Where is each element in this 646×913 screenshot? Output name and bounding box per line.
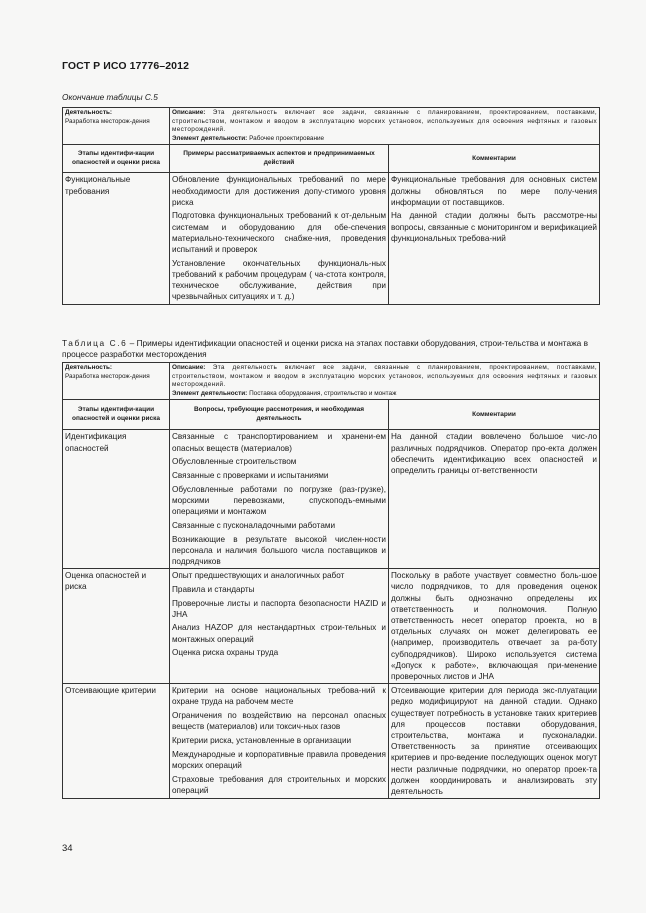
stage-cell: Идентификация опасностей bbox=[63, 430, 170, 569]
table2-element-label: Элемент деятельности: bbox=[172, 389, 248, 397]
table2-header-issues: Вопросы, требующие рассмотрения, и необходимая деятельность bbox=[170, 400, 389, 430]
table1-element-value: Рабочее проектирование bbox=[249, 134, 325, 142]
list-item: Опыт предшествующих и аналогичных работ bbox=[172, 571, 345, 581]
table2-activity-row bbox=[63, 363, 600, 400]
list-item: Возникающие в результате высокой числен-ности персонала и наличия большого числа поставщиков и подрядчиков bbox=[172, 534, 386, 566]
table1-caption: Окончание таблицы С.5 bbox=[62, 92, 158, 102]
table2-header-comments: Комментарии bbox=[389, 400, 600, 430]
list-item: Обусловленные работами по погрузке (раз-грузке), морскими перевозками, спускоподъ-емными операциями и монтажом bbox=[172, 484, 386, 517]
comment-paragraph: На данной стадии должны быть рассмотре-ны вопросы, связанные с мониторингом и верификацией функциональных требова-ний bbox=[391, 211, 598, 243]
table2-header-stage: Этапы идентифи-кации опасностей и оценки риска bbox=[63, 400, 170, 430]
comments-cell bbox=[389, 684, 600, 799]
comments-cell bbox=[389, 569, 600, 684]
table2-description-cell bbox=[170, 363, 600, 400]
table-c5-end bbox=[62, 107, 600, 305]
list-item: Критерии риска, установленные в организации bbox=[172, 735, 352, 745]
page-number: 34 bbox=[62, 843, 73, 854]
list-item: Обновление функциональных требований по мере необходимости для достижения допу-стимого уровня риска bbox=[172, 175, 386, 207]
comment-paragraph: Функциональные требования для основных систем должны обновляться по мере полу-чения информации от поставщиков. bbox=[391, 175, 598, 207]
table-row bbox=[63, 430, 600, 569]
table1-header-stage: Этапы идентифи-кации опасностей и оценки риска bbox=[63, 145, 170, 173]
table-row bbox=[63, 569, 600, 684]
table2-description-label: Описание: bbox=[172, 364, 206, 371]
table1-header-aspects: Примеры рассматриваемых аспектов и предпринимаемых действий bbox=[170, 145, 389, 173]
table1-header-row bbox=[63, 145, 600, 173]
list-item: Установление окончательных функциональ-ных требований к рабочим процедурам ( ча-стота контроля, техническое обслуживание, действия при чрезвычайных ситуациях и т. д.) bbox=[172, 258, 386, 302]
table2-activity-label: Деятельность: bbox=[65, 364, 113, 371]
list-item: Международные и корпоративные правила проведения морских операций bbox=[172, 749, 386, 770]
table-row bbox=[63, 173, 600, 304]
list-item: Связанные с пусконаладочными работами bbox=[172, 520, 336, 530]
list-item: Ограничения по воздействию на персонал опасных веществ (материалов) или токсич-ных газов bbox=[172, 711, 386, 732]
table2-element-value: Поставка оборудования, строительство и монтаж bbox=[249, 389, 397, 397]
list-item: Связанные с проверками и испытаниями bbox=[172, 470, 329, 480]
table1-activity-label: Деятельность: bbox=[65, 109, 113, 116]
table1-description-text: Эта деятельность включает все задачи, связанные с планированием, проектированием, поставками, строительством, монтажом и вводом в эксплуатацию морских установок, используемых для освоения нефтяных и газовых месторождений. bbox=[172, 109, 598, 134]
items-cell bbox=[170, 430, 389, 569]
table2-header-row bbox=[63, 400, 600, 430]
stage-cell: Функциональные требования bbox=[63, 173, 170, 304]
list-item: Правила и стандарты bbox=[172, 584, 255, 594]
table1-description-label: Описание: bbox=[172, 109, 206, 116]
comment-paragraph: На данной стадии вовлечено большое чис-ло различных подрядчиков. Оператор про-екта должен обеспечить идентификацию всех опасностей и определить границы от-ветственности bbox=[391, 432, 598, 475]
table2-activity-cell bbox=[63, 363, 170, 400]
stage-cell: Оценка опасностей и риска bbox=[63, 569, 170, 684]
table1-element-label: Элемент деятельности: bbox=[172, 134, 248, 142]
table1-activity-cell bbox=[63, 108, 170, 145]
table1-activity-value: Разработка месторож-дения bbox=[65, 117, 150, 125]
list-item: Обусловленные строительством bbox=[172, 457, 297, 467]
table2-caption-label: Таблица С.6 bbox=[62, 338, 128, 348]
list-item: Страховые требования для строительных и морских операций bbox=[172, 774, 386, 795]
table1-header-comments: Комментарии bbox=[389, 145, 600, 173]
comment-paragraph: Отсеивающие критерии для периода экс-плуатации редко модифицируют на данной стадии. Однако существует потребность в установке таких критериев для процессов поставки оборудования, строительства, монтажа и пусконаладки. Ответственность за принятие отсеивающих критериев и про-ведение последующих оценок могут нести различные подрядчики, но оператор проек-та должен координировать и анализировать эту деятельность bbox=[391, 686, 598, 796]
comments-cell bbox=[389, 173, 600, 304]
table2-caption-text: – Примеры идентификации опасностей и оценки риска на этапах поставки оборудования, строи-тельства и монтажа в процессе разработки месторождения bbox=[62, 338, 588, 359]
document-header: ГОСТ Р ИСО 17776–2012 bbox=[62, 60, 190, 72]
table2-description-text: Эта деятельность включает все задачи, связанные с планированием, проектированием, поставками, строительством, монтажом и вводом в эксплуатацию морских установок, используемых для освоения нефтяных и газовых месторождений. bbox=[172, 364, 598, 389]
list-item: Анализ HAZOP для нестандартных строи-тельных и монтажных операций bbox=[172, 623, 386, 644]
list-item: Подготовка функциональных требований к от-дельным системам и оборудованию для обе-спечения материально-технического снабже-ния, проведения испытаний и проверок bbox=[172, 211, 386, 255]
stage-cell: Отсеивающие критерии bbox=[63, 684, 170, 799]
table-row bbox=[63, 684, 600, 799]
items-cell bbox=[170, 684, 389, 799]
comments-cell bbox=[389, 430, 600, 569]
list-item: Оценка риска охраны труда bbox=[172, 648, 279, 658]
table-c6 bbox=[62, 362, 600, 799]
list-item: Проверочные листы и паспорта безопасности HAZID и JHA bbox=[172, 598, 386, 619]
table1-description-cell bbox=[170, 108, 600, 145]
list-item: Связанные с транспортированием и хранени-ем опасных веществ (материалов) bbox=[172, 432, 386, 453]
comment-paragraph: Поскольку в работе участвует совместно боль-шое число подрядчиков, то для проведения оценок должны быть однозначно определены их ответственность и полномочия. Полную ответственность несет оператор проекта, но в отдельных случаях он может делегировать ее (например, производитель отвечает за ра-боту субподрядчиков). Широко используется система «Допуск к работе», включающая при-менение проверочных листов и JHA bbox=[391, 571, 598, 681]
list-item: Критерии на основе национальных требова-ний к охране труда на рабочем месте bbox=[172, 686, 386, 707]
table1-activity-row bbox=[63, 108, 600, 145]
items-cell bbox=[170, 173, 389, 304]
table2-activity-value: Разработка месторож-дения bbox=[65, 372, 150, 380]
table2-caption bbox=[62, 338, 604, 360]
items-cell bbox=[170, 569, 389, 684]
